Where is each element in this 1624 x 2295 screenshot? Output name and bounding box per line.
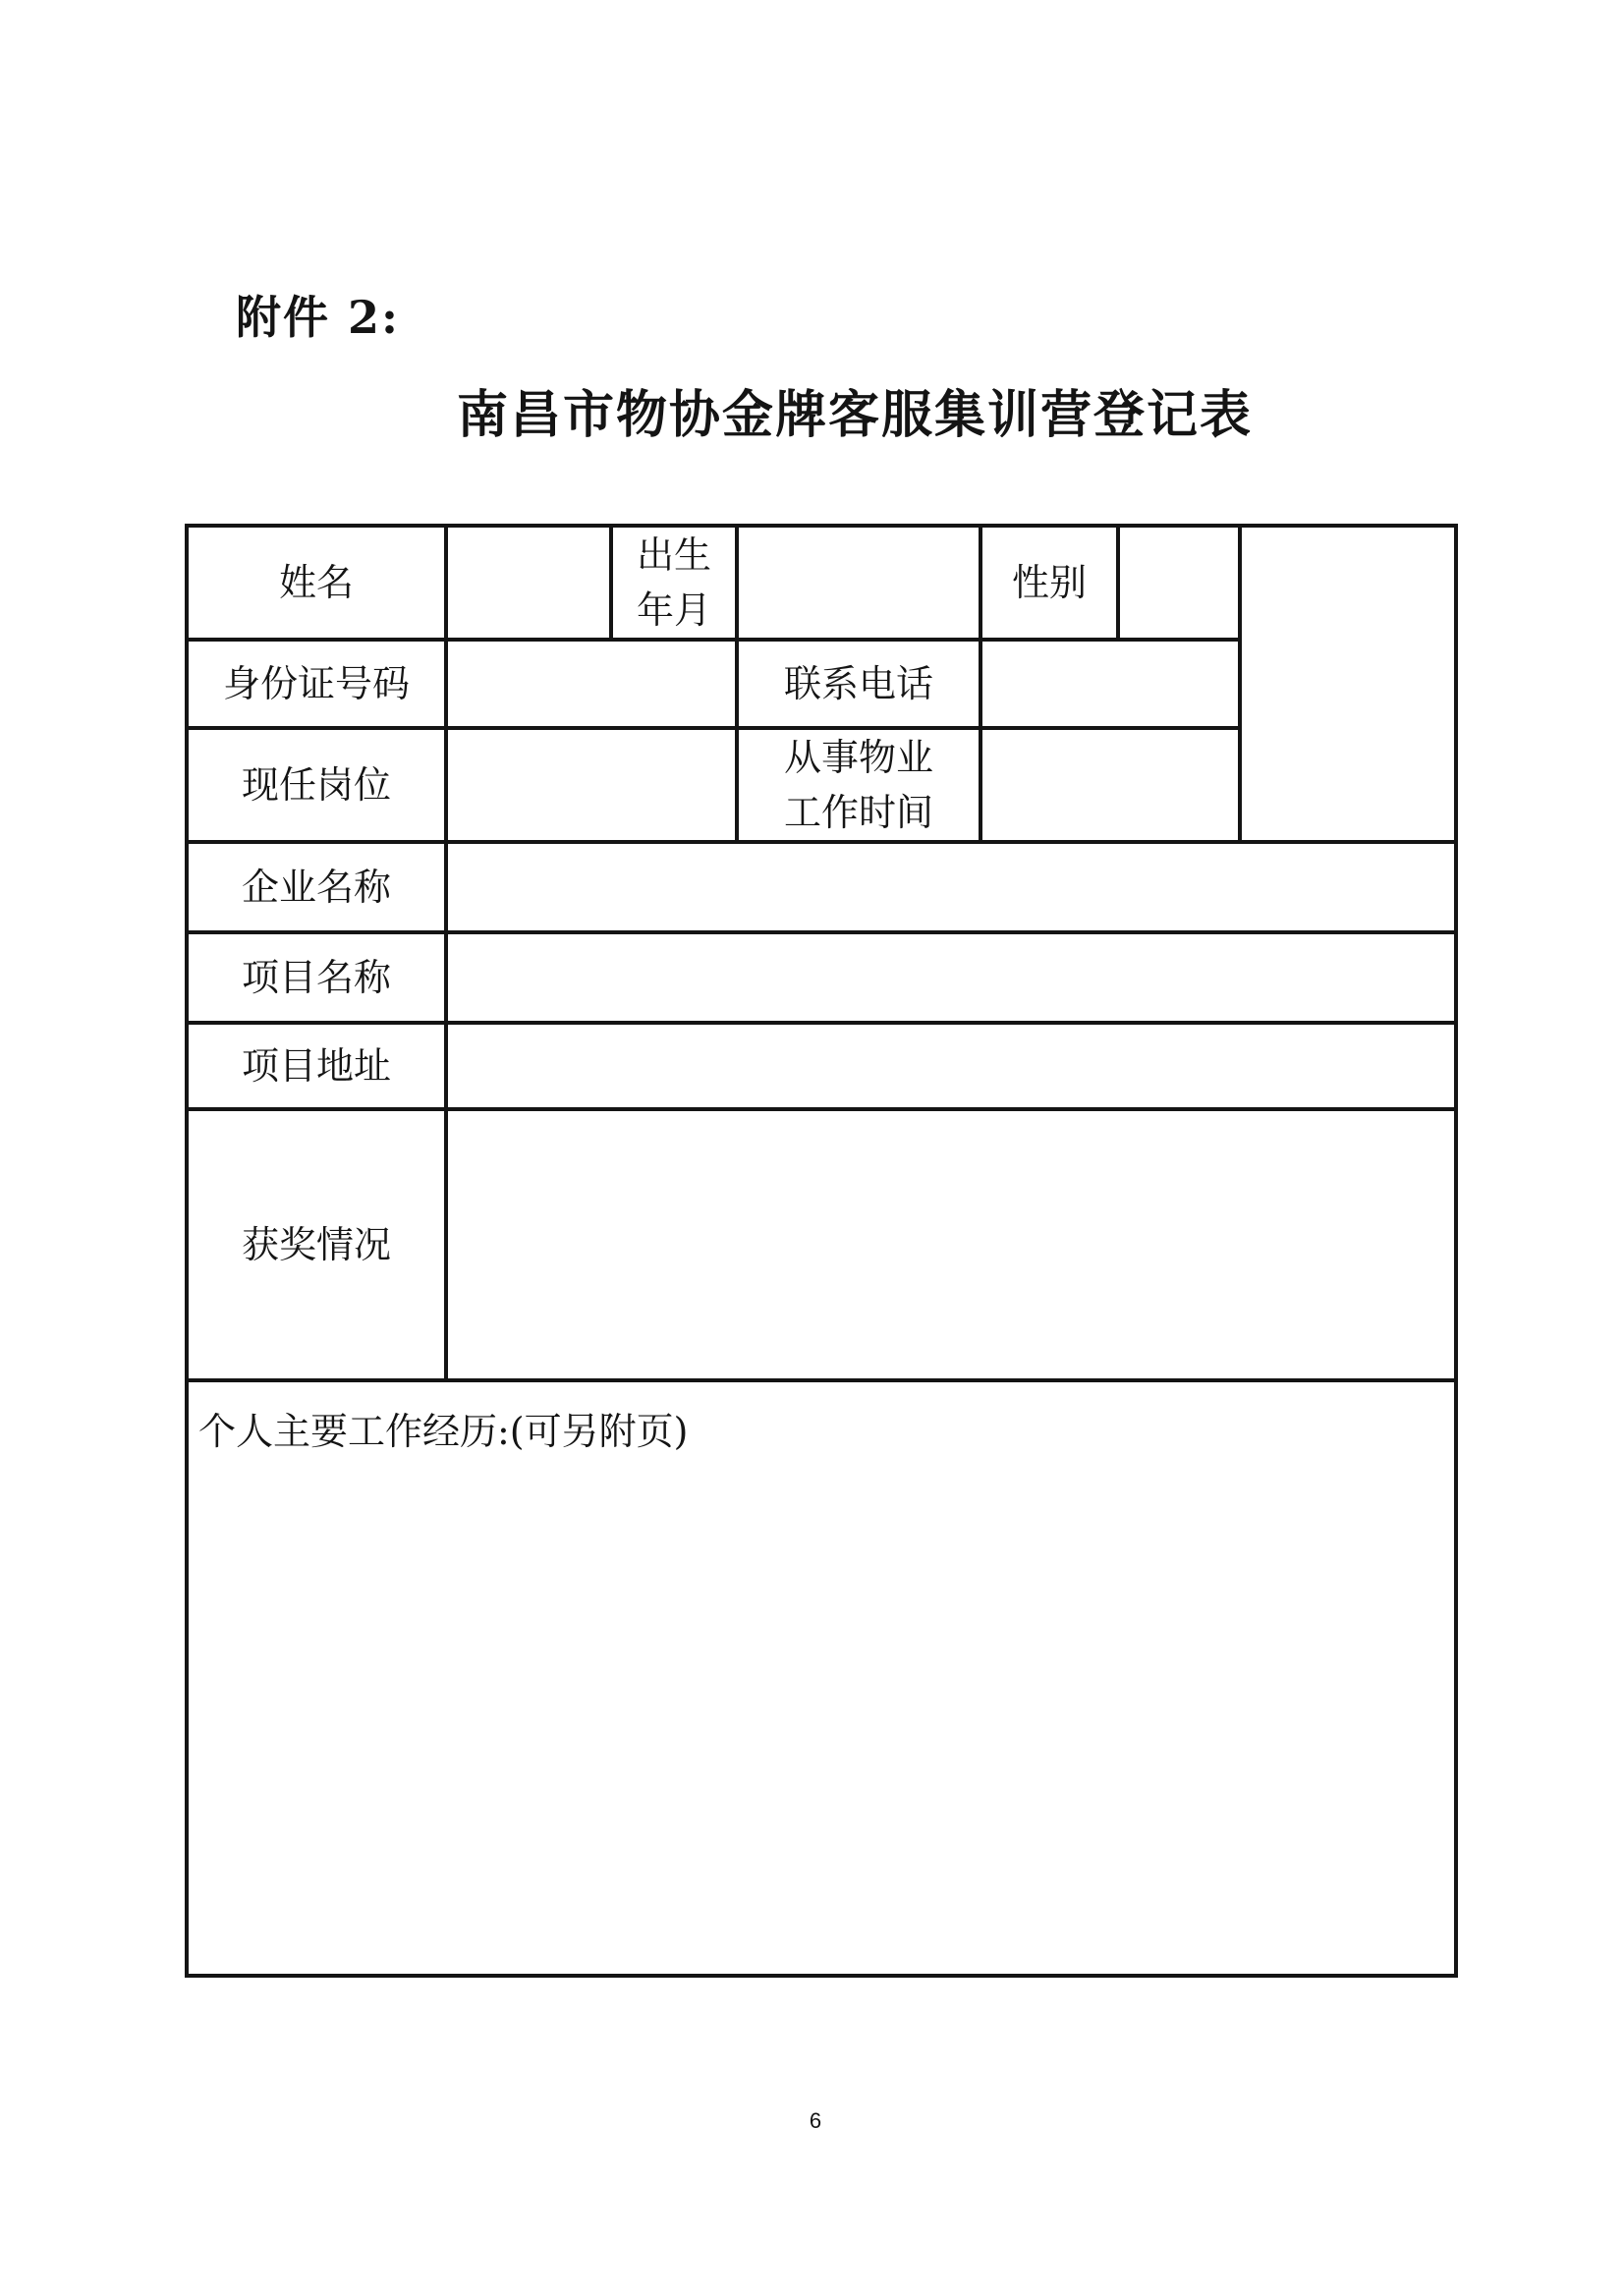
form-title: 南昌市物协金牌客服集训营登记表: [457, 385, 1254, 445]
gender-field[interactable]: [1118, 526, 1240, 640]
current-position-label: 现任岗位: [187, 728, 446, 842]
photo-area[interactable]: [1240, 526, 1456, 842]
awards-field[interactable]: [446, 1109, 1456, 1380]
id-number-label: 身份证号码: [187, 640, 446, 728]
attachment-label: 附件 2:: [236, 291, 401, 344]
property-work-tenure-field[interactable]: [980, 728, 1240, 842]
awards-label: 获奖情况: [187, 1109, 446, 1380]
table-row: [187, 842, 1456, 932]
birth-date-label: [611, 526, 737, 640]
phone-label: 联系电话: [737, 640, 980, 728]
project-address-field[interactable]: [446, 1023, 1456, 1109]
property-work-tenure-label: [737, 728, 980, 842]
page-number: 6: [809, 2108, 822, 2133]
company-name-field[interactable]: [446, 842, 1456, 932]
name-label: 姓名: [187, 526, 446, 640]
table-row: [187, 932, 1456, 1023]
project-name-label: 项目名称: [187, 932, 446, 1023]
table-row: [187, 1109, 1456, 1380]
tenure-label-line1: 从事物业: [783, 736, 933, 779]
table-row: [187, 1023, 1456, 1109]
company-name-label: 企业名称: [187, 842, 446, 932]
phone-field[interactable]: [980, 640, 1240, 728]
project-name-field[interactable]: [446, 932, 1456, 1023]
registration-form-table: [185, 524, 1458, 1978]
work-history-label: 个人主要工作经历:(可另附页): [198, 1410, 689, 1453]
tenure-label-line2: 工作时间: [783, 791, 933, 834]
work-history-area[interactable]: [187, 1380, 1456, 1976]
table-row: [187, 1380, 1456, 1976]
birth-date-field[interactable]: [737, 526, 980, 640]
birth-date-label-line1: 出生: [636, 533, 711, 577]
project-address-label: 项目地址: [187, 1023, 446, 1109]
birth-date-label-line2: 年月: [636, 588, 711, 632]
current-position-field[interactable]: [446, 728, 737, 842]
table-row: [187, 526, 1456, 640]
name-field[interactable]: [446, 526, 611, 640]
gender-label: 性别: [980, 526, 1118, 640]
id-number-field[interactable]: [446, 640, 737, 728]
